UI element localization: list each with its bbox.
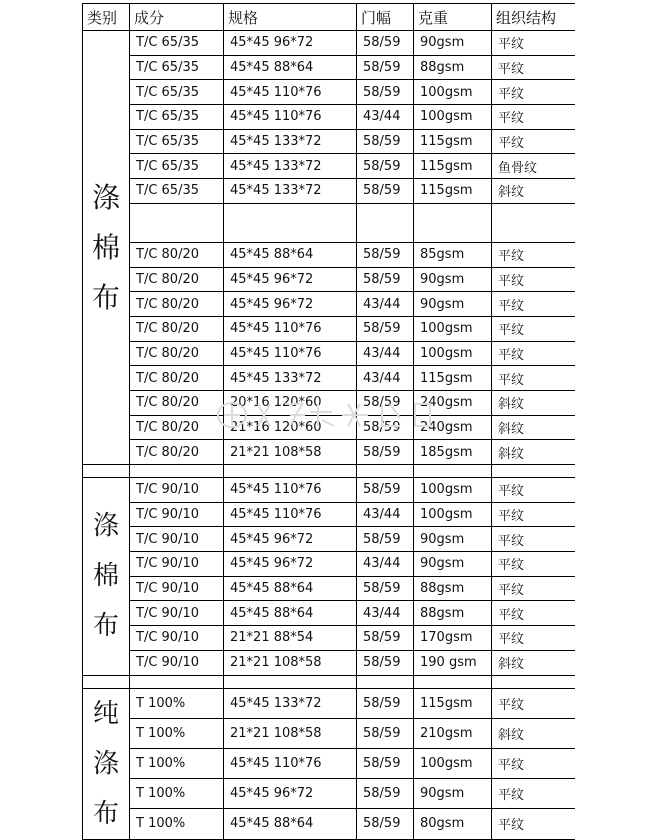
cell-width: 58/59 xyxy=(357,390,414,415)
cell-width: 58/59 xyxy=(357,316,414,341)
table-row xyxy=(83,31,575,56)
cell-spec: 45*45 88*64 xyxy=(224,576,357,601)
cell-composition: T 100% xyxy=(130,748,224,778)
cell-weight: 88gsm xyxy=(414,55,492,80)
cell-spec: 45*45 110*76 xyxy=(224,502,357,527)
cell-weight: 115gsm xyxy=(414,688,492,718)
cell-weight: 88gsm xyxy=(414,601,492,626)
cell-weight: 185gsm xyxy=(414,440,492,465)
table-row xyxy=(83,292,575,317)
cell-width: 43/44 xyxy=(357,366,414,391)
cell-width: 58/59 xyxy=(357,576,414,601)
cell-width: 43/44 xyxy=(357,502,414,527)
cell-width: 58/59 xyxy=(357,527,414,552)
table-row xyxy=(83,688,575,718)
cell-weight: 210gsm xyxy=(414,718,492,748)
cell-weave: 平纹 xyxy=(492,688,575,718)
cell-weave: 平纹 xyxy=(492,552,575,577)
table-row xyxy=(83,650,575,675)
cell-width: 58/59 xyxy=(357,31,414,56)
cell-weave: 平纹 xyxy=(492,502,575,527)
cell-width: 58/59 xyxy=(357,179,414,204)
spacer-cell xyxy=(492,675,575,688)
spacer-cell xyxy=(130,675,224,688)
cell-width: 58/59 xyxy=(357,626,414,651)
spacer-cell xyxy=(414,203,492,242)
cell-composition: T 100% xyxy=(130,779,224,809)
cell-weave: 平纹 xyxy=(492,80,575,105)
cell-weave: 斜纹 xyxy=(492,179,575,204)
cell-spec: 45*45 110*76 xyxy=(224,80,357,105)
spacer-cell xyxy=(492,203,575,242)
cell-weight: 115gsm xyxy=(414,366,492,391)
cell-spec: 45*45 88*64 xyxy=(224,601,357,626)
cell-spec: 45*45 133*72 xyxy=(224,154,357,179)
spacer-cell xyxy=(83,675,130,688)
cell-weave: 平纹 xyxy=(492,576,575,601)
cell-spec: 45*45 133*72 xyxy=(224,688,357,718)
cell-width: 58/59 xyxy=(357,415,414,440)
cell-composition: T/C 80/20 xyxy=(130,267,224,292)
cell-weave: 平纹 xyxy=(492,341,575,366)
cell-weight: 115gsm xyxy=(414,179,492,204)
cell-weave: 平纹 xyxy=(492,366,575,391)
cell-weight: 100gsm xyxy=(414,105,492,130)
cell-width: 58/59 xyxy=(357,809,414,839)
cell-width: 58/59 xyxy=(357,242,414,267)
cell-spec: 45*45 88*64 xyxy=(224,55,357,80)
category-cell xyxy=(83,478,130,676)
cell-width: 43/44 xyxy=(357,341,414,366)
cell-composition: T/C 80/20 xyxy=(130,341,224,366)
cell-composition: T/C 90/10 xyxy=(130,626,224,651)
header-width: 门幅 xyxy=(357,4,414,31)
cell-weight: 170gsm xyxy=(414,626,492,651)
cell-weave: 平纹 xyxy=(492,527,575,552)
cell-composition: T 100% xyxy=(130,809,224,839)
cell-composition: T/C 80/20 xyxy=(130,366,224,391)
table-row xyxy=(83,415,575,440)
cell-weight: 80gsm xyxy=(414,809,492,839)
header-row xyxy=(83,4,575,31)
cell-weave: 平纹 xyxy=(492,478,575,503)
spacer-cell xyxy=(414,465,492,478)
table-row xyxy=(83,440,575,465)
cell-weight: 100gsm xyxy=(414,478,492,503)
spacer-row xyxy=(83,465,575,478)
cell-spec: 21*21 108*58 xyxy=(224,718,357,748)
table-row xyxy=(83,626,575,651)
cell-width: 43/44 xyxy=(357,601,414,626)
cell-weight: 90gsm xyxy=(414,267,492,292)
table-row xyxy=(83,390,575,415)
table-row xyxy=(83,341,575,366)
spacer-cell xyxy=(414,675,492,688)
cell-composition: T/C 65/35 xyxy=(130,105,224,130)
table-row xyxy=(83,601,575,626)
cell-weight: 100gsm xyxy=(414,502,492,527)
cell-weave: 平纹 xyxy=(492,809,575,839)
table-row xyxy=(83,366,575,391)
cell-composition: T 100% xyxy=(130,688,224,718)
table-row xyxy=(83,242,575,267)
cell-composition: T/C 90/10 xyxy=(130,576,224,601)
cell-composition: T/C 65/35 xyxy=(130,80,224,105)
cell-spec: 21*21 108*58 xyxy=(224,650,357,675)
cell-weight: 190 gsm xyxy=(414,650,492,675)
spacer-row xyxy=(83,203,575,242)
cell-composition: T/C 80/20 xyxy=(130,292,224,317)
cell-spec: 45*45 88*64 xyxy=(224,809,357,839)
cell-weight: 100gsm xyxy=(414,316,492,341)
cell-composition: T/C 80/20 xyxy=(130,415,224,440)
spacer-cell xyxy=(130,465,224,478)
cell-weight: 100gsm xyxy=(414,748,492,778)
spacer-cell xyxy=(357,675,414,688)
table-body xyxy=(83,31,575,840)
cell-width: 58/59 xyxy=(357,650,414,675)
cell-spec: 21*16 120*60 xyxy=(224,415,357,440)
cell-weave: 平纹 xyxy=(492,748,575,778)
cell-weight: 88gsm xyxy=(414,576,492,601)
cell-weave: 斜纹 xyxy=(492,718,575,748)
cell-spec: 45*45 110*76 xyxy=(224,341,357,366)
cell-spec: 45*45 110*76 xyxy=(224,478,357,503)
table-row xyxy=(83,502,575,527)
table-row xyxy=(83,154,575,179)
header-composition: 成分 xyxy=(130,4,224,31)
cell-weave: 斜纹 xyxy=(492,440,575,465)
table-row xyxy=(83,552,575,577)
spacer-cell xyxy=(130,203,224,242)
cell-weight: 90gsm xyxy=(414,552,492,577)
cell-spec: 20*16 120*60 xyxy=(224,390,357,415)
cell-composition: T/C 80/20 xyxy=(130,440,224,465)
cell-width: 58/59 xyxy=(357,748,414,778)
spacer-cell xyxy=(224,203,357,242)
spacer-cell xyxy=(224,675,357,688)
table-row xyxy=(83,105,575,130)
table-row xyxy=(83,779,575,809)
cell-composition: T/C 65/35 xyxy=(130,154,224,179)
cell-weave: 平纹 xyxy=(492,129,575,154)
cell-width: 58/59 xyxy=(357,779,414,809)
cell-weave: 平纹 xyxy=(492,267,575,292)
cell-weave: 平纹 xyxy=(492,242,575,267)
category-label: 纯 涤 布 xyxy=(92,698,119,829)
cell-spec: 45*45 96*72 xyxy=(224,552,357,577)
cell-weight: 240gsm xyxy=(414,390,492,415)
spacer-cell xyxy=(357,465,414,478)
cell-spec: 21*21 88*54 xyxy=(224,626,357,651)
cell-composition: T/C 80/20 xyxy=(130,316,224,341)
cell-weight: 90gsm xyxy=(414,779,492,809)
spacer-cell xyxy=(83,465,130,478)
cell-weave: 斜纹 xyxy=(492,650,575,675)
cell-composition: T 100% xyxy=(130,718,224,748)
cell-spec: 45*45 110*76 xyxy=(224,316,357,341)
cell-spec: 45*45 110*76 xyxy=(224,748,357,778)
table-row xyxy=(83,129,575,154)
cell-weave: 平纹 xyxy=(492,779,575,809)
cell-spec: 21*21 108*58 xyxy=(224,440,357,465)
cell-composition: T/C 65/35 xyxy=(130,179,224,204)
table-row xyxy=(83,55,575,80)
cell-weight: 240gsm xyxy=(414,415,492,440)
cell-weave: 平纹 xyxy=(492,626,575,651)
cell-spec: 45*45 110*76 xyxy=(224,105,357,130)
category-label: 涤 棉 布 xyxy=(92,511,119,642)
table-row xyxy=(83,527,575,552)
cell-weave: 平纹 xyxy=(492,316,575,341)
cell-composition: T/C 90/10 xyxy=(130,601,224,626)
category-cell xyxy=(83,31,130,465)
cell-spec: 45*45 96*72 xyxy=(224,779,357,809)
cell-width: 58/59 xyxy=(357,80,414,105)
table-row xyxy=(83,478,575,503)
cell-weight: 100gsm xyxy=(414,80,492,105)
cell-composition: T/C 90/10 xyxy=(130,502,224,527)
category-label: 涤 棉 布 xyxy=(91,180,120,314)
fabric-spec-table xyxy=(82,3,575,840)
cell-width: 58/59 xyxy=(357,267,414,292)
cell-composition: T/C 80/20 xyxy=(130,242,224,267)
cell-composition: T/C 90/10 xyxy=(130,552,224,577)
header-category: 类别 xyxy=(83,4,130,31)
spacer-cell xyxy=(357,203,414,242)
table-row xyxy=(83,80,575,105)
cell-composition: T/C 90/10 xyxy=(130,650,224,675)
header-weight: 克重 xyxy=(414,4,492,31)
header-spec: 规格 xyxy=(224,4,357,31)
cell-weave: 斜纹 xyxy=(492,390,575,415)
cell-composition: T/C 90/10 xyxy=(130,527,224,552)
spacer-row xyxy=(83,675,575,688)
cell-composition: T/C 65/35 xyxy=(130,31,224,56)
spacer-cell xyxy=(224,465,357,478)
cell-width: 58/59 xyxy=(357,718,414,748)
cell-weave: 斜纹 xyxy=(492,415,575,440)
table-row xyxy=(83,809,575,839)
cell-spec: 45*45 133*72 xyxy=(224,366,357,391)
cell-spec: 45*45 96*72 xyxy=(224,267,357,292)
cell-weave: 平纹 xyxy=(492,292,575,317)
cell-width: 58/59 xyxy=(357,440,414,465)
cell-width: 58/59 xyxy=(357,55,414,80)
cell-weight: 115gsm xyxy=(414,154,492,179)
table-row xyxy=(83,267,575,292)
cell-weave: 鱼骨纹 xyxy=(492,154,575,179)
cell-spec: 45*45 96*72 xyxy=(224,31,357,56)
header-weave: 组织结构 xyxy=(492,4,575,31)
cell-weight: 100gsm xyxy=(414,341,492,366)
cell-weave: 平纹 xyxy=(492,601,575,626)
cell-weight: 90gsm xyxy=(414,292,492,317)
cell-spec: 45*45 88*64 xyxy=(224,242,357,267)
cell-weight: 115gsm xyxy=(414,129,492,154)
cell-composition: T/C 65/35 xyxy=(130,129,224,154)
cell-spec: 45*45 96*72 xyxy=(224,527,357,552)
cell-composition: T/C 80/20 xyxy=(130,390,224,415)
cell-width: 43/44 xyxy=(357,552,414,577)
cell-width: 43/44 xyxy=(357,105,414,130)
cell-width: 43/44 xyxy=(357,292,414,317)
cell-weight: 90gsm xyxy=(414,527,492,552)
cell-width: 58/59 xyxy=(357,154,414,179)
cell-weave: 平纹 xyxy=(492,31,575,56)
cell-weave: 平纹 xyxy=(492,55,575,80)
cell-composition: T/C 90/10 xyxy=(130,478,224,503)
cell-width: 58/59 xyxy=(357,478,414,503)
table-row xyxy=(83,179,575,204)
cell-spec: 45*45 133*72 xyxy=(224,129,357,154)
category-cell xyxy=(83,688,130,839)
cell-spec: 45*45 133*72 xyxy=(224,179,357,204)
table-row xyxy=(83,316,575,341)
cell-width: 58/59 xyxy=(357,688,414,718)
table-row xyxy=(83,576,575,601)
cell-spec: 45*45 96*72 xyxy=(224,292,357,317)
cell-width: 58/59 xyxy=(357,129,414,154)
cell-weight: 85gsm xyxy=(414,242,492,267)
cell-composition: T/C 65/35 xyxy=(130,55,224,80)
spacer-cell xyxy=(492,465,575,478)
cell-weave: 平纹 xyxy=(492,105,575,130)
table-row xyxy=(83,718,575,748)
cell-weight: 90gsm xyxy=(414,31,492,56)
table-row xyxy=(83,748,575,778)
